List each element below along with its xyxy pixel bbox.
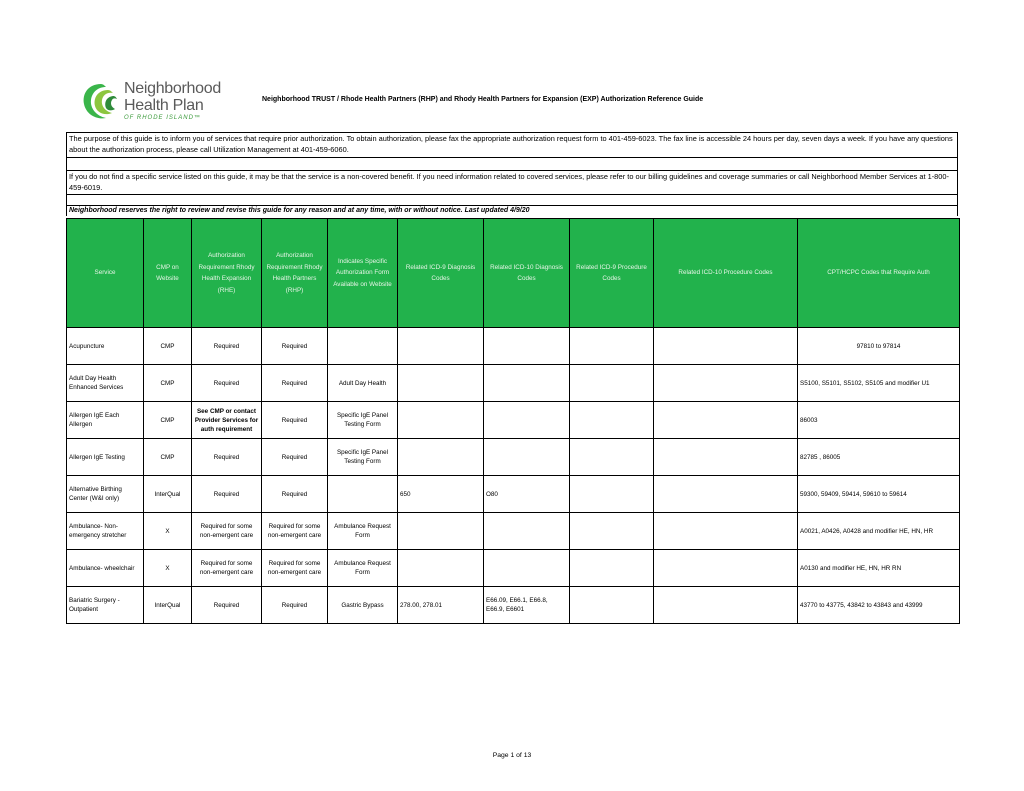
table-cell: 650 [398, 476, 484, 513]
table-cell [398, 439, 484, 476]
table-cell: Adult Day Health [328, 365, 398, 402]
table-cell: CMP [144, 328, 192, 365]
table-cell: 59300, 59409, 59414, 59610 to 59614 [798, 476, 960, 513]
table-cell: Allergen IgE Each Allergen [67, 402, 144, 439]
document-title: Neighborhood TRUST / Rhode Health Partners (RHP) and Rhody Health Partners for Expansion (EXP) Authorization Reference Guide [262, 96, 704, 103]
table-cell [328, 328, 398, 365]
table-cell: Gastric Bypass [328, 587, 398, 624]
logo-line-2: Health Plan [124, 97, 204, 114]
spacer-row [66, 194, 958, 205]
table-cell [484, 513, 570, 550]
table-cell: Ambulance- Non-emergency stretcher [67, 513, 144, 550]
column-header: CPT/HCPC Codes that Require Auth [798, 219, 960, 328]
column-header: Related ICD-10 Diagnosis Codes [484, 219, 570, 328]
table-row [67, 365, 960, 402]
table-cell: 86003 [798, 402, 960, 439]
table-cell: 43770 to 43775, 43842 to 43843 and 43999 [798, 587, 960, 624]
table-row [67, 476, 960, 513]
table-cell [654, 365, 798, 402]
table-cell: Ambulance Request Form [328, 550, 398, 587]
logo [80, 80, 240, 124]
table-cell: Adult Day Health Enhanced Services [67, 365, 144, 402]
column-header: Authorization Requirement Rhody Health Expansion (RHE) [192, 219, 262, 328]
table-cell: Required for some non-emergent care [262, 513, 328, 550]
table-cell [654, 328, 798, 365]
table-cell: Acupuncture [67, 328, 144, 365]
table-cell [654, 439, 798, 476]
table-cell: Specific IgE Panel Testing Form [328, 402, 398, 439]
table-cell [570, 365, 654, 402]
table-cell [654, 513, 798, 550]
table-row [67, 550, 960, 587]
reserves-note: Neighborhood reserves the right to review and revise this guide for any reason and at any time, with or without notice. Last updated 4/9/20 [66, 205, 958, 216]
table-cell: 278.00, 278.01 [398, 587, 484, 624]
table-cell [654, 550, 798, 587]
table-cell [398, 513, 484, 550]
table-cell: Required [192, 587, 262, 624]
table-cell: Required [262, 402, 328, 439]
logo-line-1: Neighborhood [124, 80, 221, 97]
table-cell: A0021, A0426, A0428 and modifier HE, HN, HR [798, 513, 960, 550]
table-cell: 82785 , 86005 [798, 439, 960, 476]
table-cell [654, 476, 798, 513]
column-header: Related ICD-9 Diagnosis Codes [398, 219, 484, 328]
table-cell [570, 439, 654, 476]
table-cell [484, 439, 570, 476]
table-cell [570, 476, 654, 513]
column-header: Related ICD-10 Procedure Codes [654, 219, 798, 328]
table-cell: E66.09, E66.1, E66.8, E66.9, E6601 [484, 587, 570, 624]
spacer-row [66, 157, 958, 170]
table-cell: S5100, S5101, S5102, S5105 and modifier U1 [798, 365, 960, 402]
table-cell: Required [262, 328, 328, 365]
column-header: Related ICD-9 Procedure Codes [570, 219, 654, 328]
table-row [67, 328, 960, 365]
table-cell [398, 402, 484, 439]
table-cell [570, 513, 654, 550]
logo-swirl-icon [80, 80, 122, 124]
authorization-table [66, 218, 960, 624]
table-cell [654, 402, 798, 439]
purpose-note: The purpose of this guide is to inform you of services that require prior authorization. To obtain authorization, please fax the appropriate authorization request form to 401-459-6023. The fax line is accessible 24 hours per day, seven days a week. If you have any questions about the authorization process, please call Utilization Management at 401-459-6060. [66, 132, 958, 157]
table-cell [328, 476, 398, 513]
table-cell: See CMP or contact Provider Services for auth requirement [192, 402, 262, 439]
logo-line-3: OF RHODE ISLAND™ [124, 115, 201, 121]
table-cell [484, 365, 570, 402]
table-cell: CMP [144, 439, 192, 476]
column-header: Authorization Requirement Rhody Health Partners (RHP) [262, 219, 328, 328]
not-found-note: If you do not find a specific service listed on this guide, it may be that the service is a non-covered benefit. If you need information related to covered services, please refer to our billing guidelines and coverage summaries or call Neighborhood Member Services at 1-800-459-6019. [66, 170, 958, 194]
table-cell: 97810 to 97814 [798, 328, 960, 365]
column-header: Service [67, 219, 144, 328]
table-row [67, 587, 960, 624]
table-cell: InterQual [144, 587, 192, 624]
table-cell: Required for some non-emergent care [192, 513, 262, 550]
notes-block [66, 132, 958, 216]
page-footer: Page 1 of 13 [492, 752, 532, 759]
table-cell: Required for some non-emergent care [192, 550, 262, 587]
table-cell: Required [192, 439, 262, 476]
table-cell: Alternative Birthing Center (W&I only) [67, 476, 144, 513]
table-cell: Required [262, 365, 328, 402]
table-cell: A0130 and modifier HE, HN, HR RN [798, 550, 960, 587]
table-cell: CMP [144, 402, 192, 439]
table-cell: Required [192, 476, 262, 513]
table-cell: Required [192, 365, 262, 402]
table-cell: Ambulance- wheelchair [67, 550, 144, 587]
table-cell: X [144, 550, 192, 587]
column-header: Indicates Specific Authorization Form Available on Website [328, 219, 398, 328]
table-cell: X [144, 513, 192, 550]
table-cell: Required [262, 476, 328, 513]
table-cell: InterQual [144, 476, 192, 513]
table-header-row [67, 219, 960, 328]
table-cell [654, 587, 798, 624]
table-cell: Ambulance Request Form [328, 513, 398, 550]
table-cell [484, 550, 570, 587]
table-row [67, 402, 960, 439]
column-header: CMP on Website [144, 219, 192, 328]
table-cell [570, 587, 654, 624]
table-cell [398, 328, 484, 365]
table-cell [484, 402, 570, 439]
table-cell: Required for some non-emergent care [262, 550, 328, 587]
table-cell: Bariatric Surgery - Outpatient [67, 587, 144, 624]
table-cell: Required [262, 439, 328, 476]
table-cell [398, 365, 484, 402]
table-cell: Specific IgE Panel Testing Form [328, 439, 398, 476]
table-cell [570, 550, 654, 587]
table-cell: Required [192, 328, 262, 365]
table-cell: Allergen IgE Testing [67, 439, 144, 476]
table-cell: Required [262, 587, 328, 624]
table-cell [398, 550, 484, 587]
table-cell [570, 402, 654, 439]
table-cell: O80 [484, 476, 570, 513]
table-cell: CMP [144, 365, 192, 402]
table-row [67, 513, 960, 550]
table-row [67, 439, 960, 476]
table-cell [570, 328, 654, 365]
table-cell [484, 328, 570, 365]
